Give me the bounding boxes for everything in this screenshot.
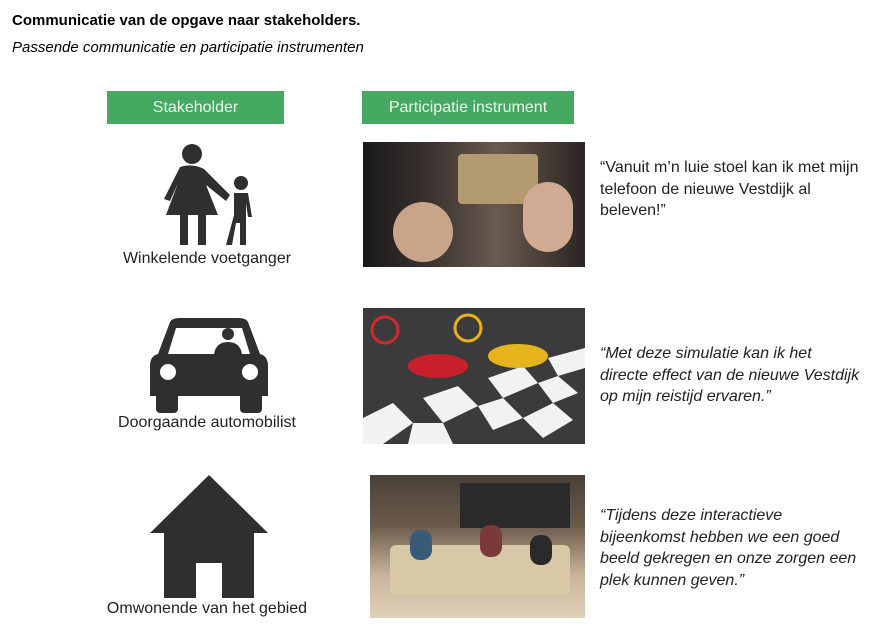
pedestrian-icon (160, 143, 255, 248)
vr-cardboard-photo (363, 142, 585, 267)
instrument-header: Participatie instrument (362, 91, 574, 124)
quote-text: “Met deze simulatie kan ik het directe effect van de nieuwe Vestdijk op mijn reistijd ervaren.” (600, 345, 860, 405)
stakeholder-label: Omwonende van het gebied (106, 600, 308, 617)
workshop-meeting-photo (370, 475, 585, 618)
page-title: Communicatie van de opgave naar stakeholders. (12, 12, 361, 29)
page-subtitle: Passende communicatie en participatie instrumenten (12, 39, 364, 56)
quote-text: “Vanuit m’n luie stoel kan ik met mijn telefoon de nieuwe Vestdijk al beleven!” (600, 159, 859, 219)
quote-text: “Tijdens deze interactieve bijeenkomst hebben we een goed beeld gekregen en onze zorgen een plek kunnen geven.” (600, 507, 857, 589)
stakeholder-label: Winkelende voetganger (122, 250, 292, 267)
house-icon (150, 475, 268, 598)
stakeholder-header: Stakeholder (107, 91, 284, 124)
car-icon (150, 318, 268, 413)
stakeholder-label: Doorgaande automobilist (118, 414, 296, 431)
race-simulation-photo (363, 308, 585, 444)
